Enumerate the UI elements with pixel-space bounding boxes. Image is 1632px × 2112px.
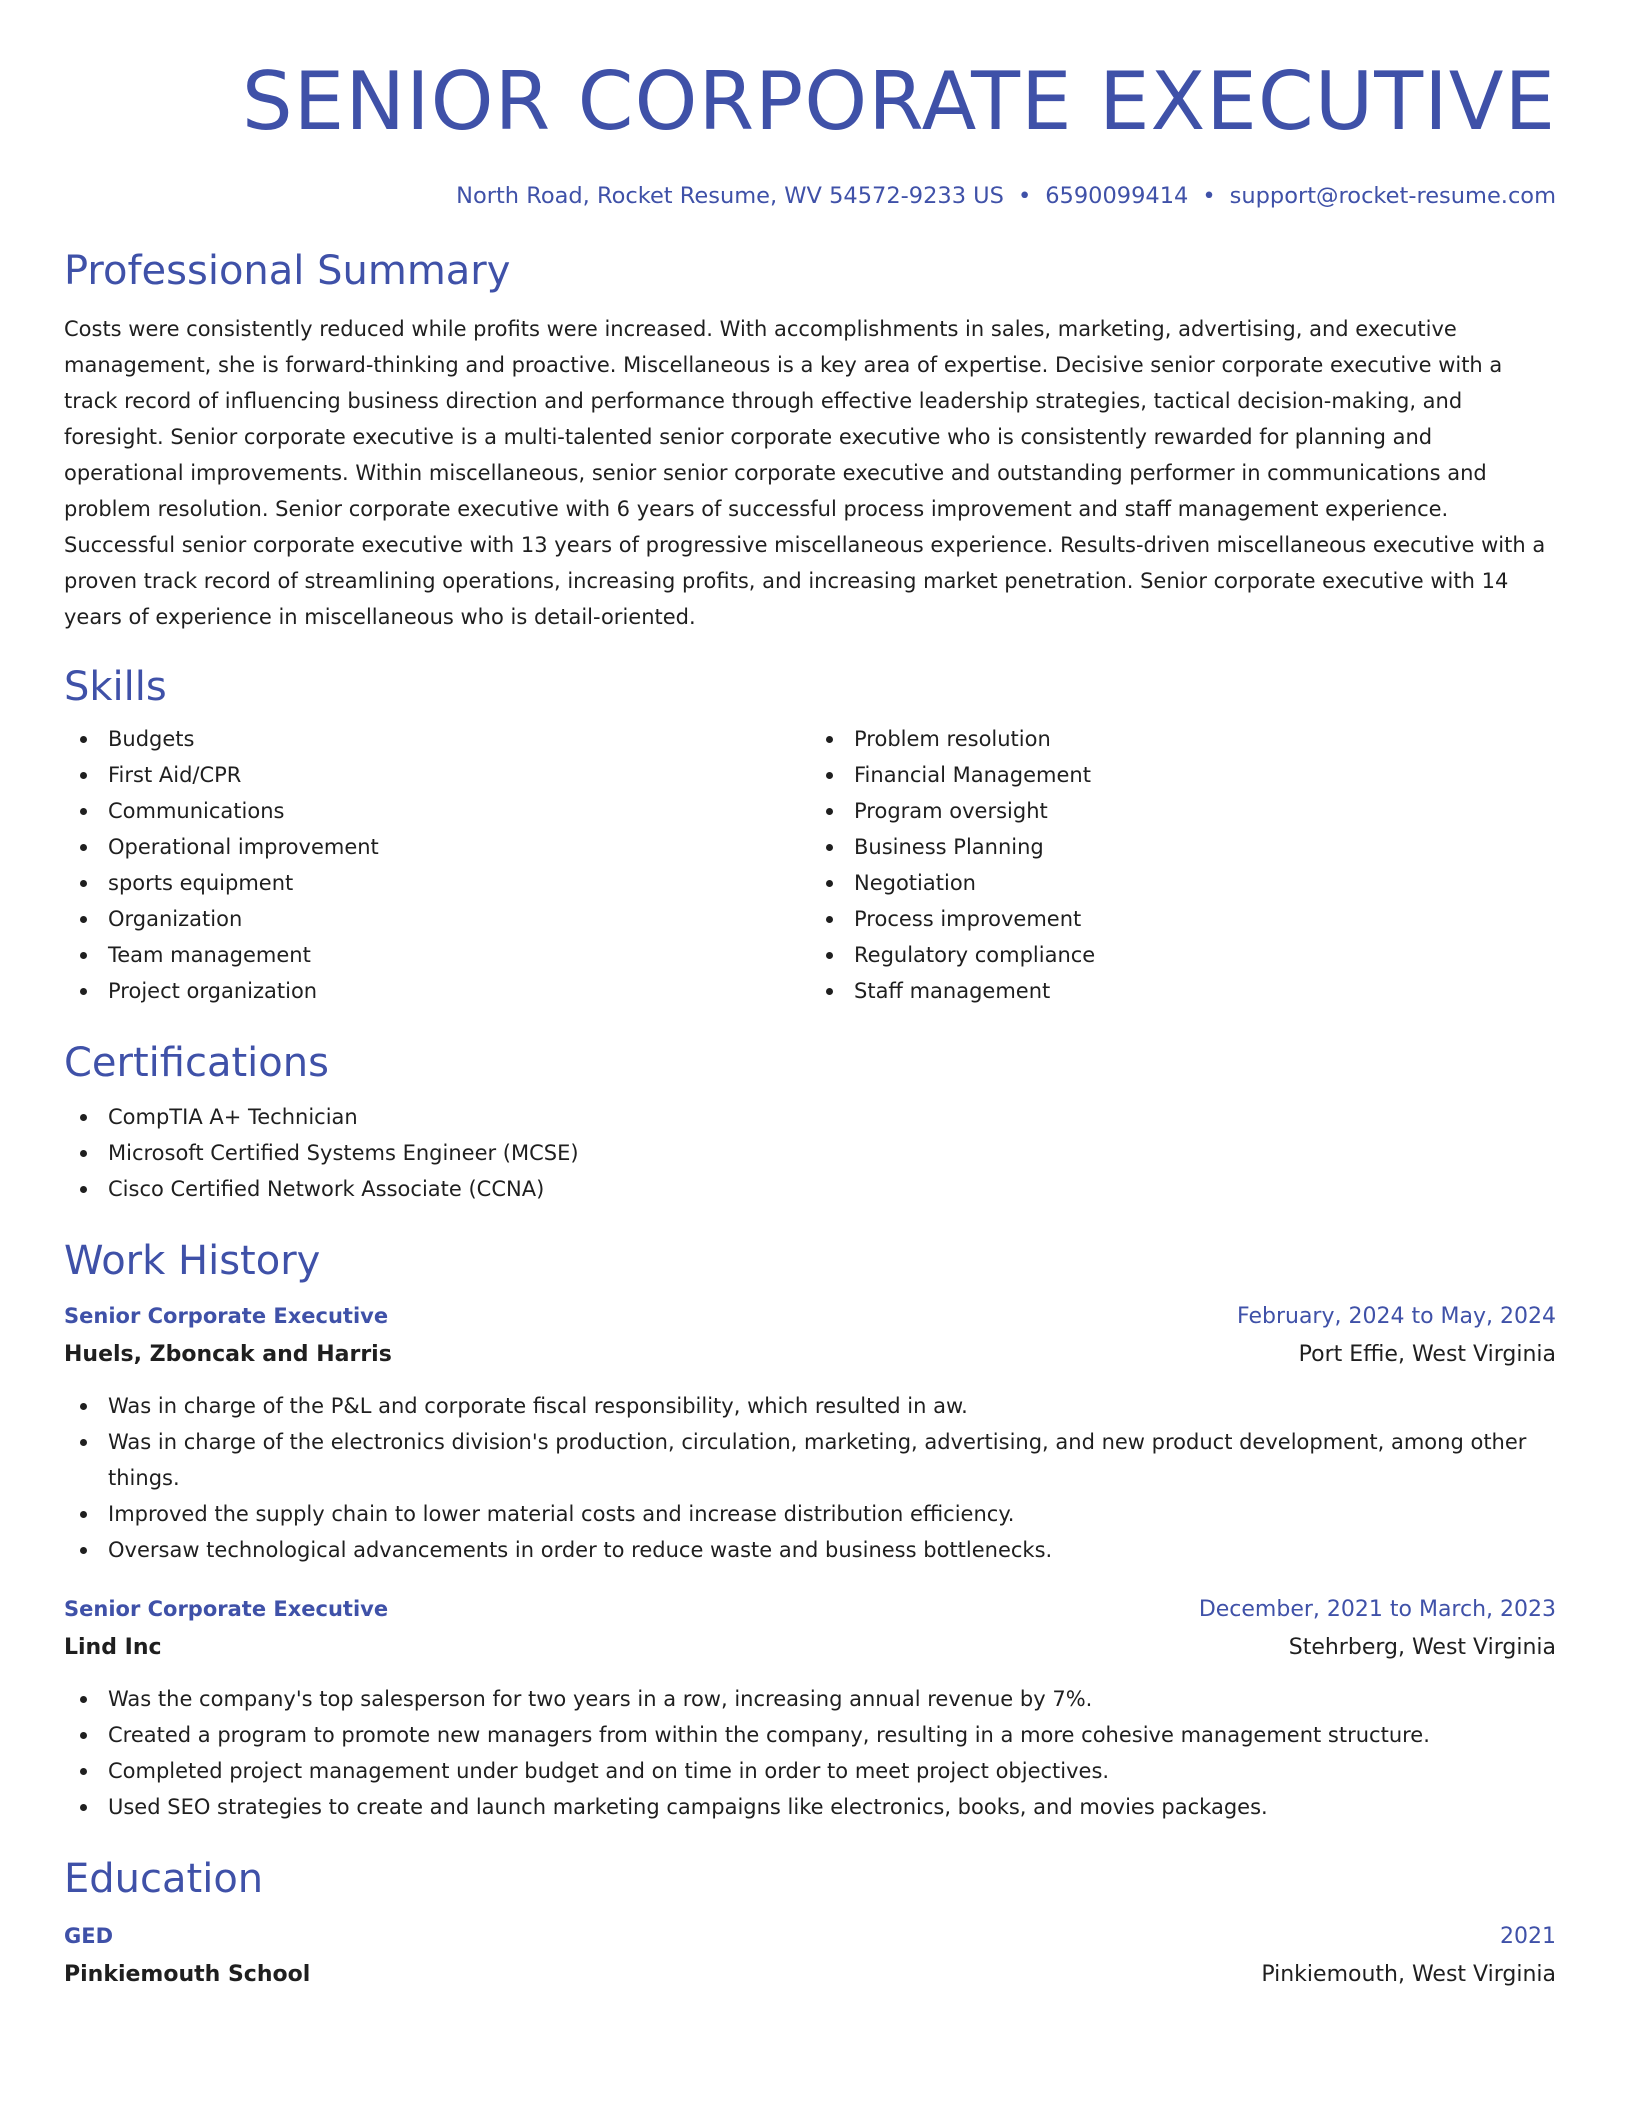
- skill-item: Operational improvement: [108, 829, 810, 865]
- skills-list: [64, 721, 1556, 1009]
- skill-item: Budgets: [108, 721, 810, 757]
- resume-page: [64, 0, 1556, 1994]
- summary-text: Costs were consistently reduced while profits were increased. With accomplishments in sales, marketing, advertising, and executive management, she is forward-thinking and proactive. Miscellaneous is a key area of expertise. Decisive senior corporate executive with a track record of influencing business direction and performance through effective leadership strategies, tactical decision-making, and foresight. Senior corporate executive is a multi-talented senior corporate executive who is consistently rewarded for planning and operational improvements. Within miscellaneous, senior senior corporate executive and outstanding performer in communications and problem resolution. Senior corporate executive with 6 years of successful process improvement and staff management experience. Successful senior corporate executive with 13 years of progressive miscellaneous experience. Results-driven miscellaneous executive with a proven track record of streamlining operations, increasing profits, and increasing market penetration. Senior corporate executive with 14 years of experience in miscellaneous who is detail-oriented.: [64, 317, 1546, 629]
- skill-item: Project organization: [108, 973, 810, 1009]
- job-bullet: Was in charge of the electronics division's production, circulation, marketing, advertising, and new product development, among other things.: [108, 1424, 1556, 1496]
- skill-item: Problem resolution: [854, 721, 1556, 757]
- skill-item: Process improvement: [854, 901, 1556, 937]
- job-entry: [64, 1590, 1556, 1825]
- summary-heading: Professional Summary: [64, 248, 511, 294]
- job-dates: February, 2024 to May, 2024: [1237, 1304, 1556, 1329]
- skill-item: Financial Management: [854, 757, 1556, 793]
- resume-name: SENIOR CORPORATE EXECUTIVE: [241, 55, 1556, 148]
- job-company: Huels, Zboncak and Harris: [64, 1342, 392, 1367]
- skill-item: Negotiation: [854, 865, 1556, 901]
- job-bullet: Was in charge of the P&L and corporate fiscal responsibility, which resulted in aw.: [108, 1388, 1556, 1424]
- contact-separator: •: [1202, 183, 1216, 209]
- skills-column-right: [810, 721, 1556, 1009]
- job-dates: December, 2021 to March, 2023: [1198, 1597, 1556, 1622]
- skill-item: Organization: [108, 901, 810, 937]
- certifications-list: [64, 1099, 1556, 1207]
- certification-item: Microsoft Certified Systems Engineer (MCSE): [108, 1135, 1556, 1171]
- job-title: Senior Corporate Executive: [64, 1304, 389, 1328]
- skill-item: Communications: [108, 793, 810, 829]
- job-bullet: Improved the supply chain to lower material costs and increase distribution efficiency.: [108, 1496, 1556, 1532]
- job-title: Senior Corporate Executive: [64, 1597, 389, 1621]
- job-bullets: [64, 1681, 1556, 1825]
- job-location: Stehrberg, West Virginia: [1288, 1635, 1556, 1660]
- job-header: [64, 1297, 1556, 1336]
- education-school: Pinkiemouth School: [64, 1962, 311, 1987]
- contact-address: North Road, Rocket Resume, WV 54572-9233 US: [456, 183, 1004, 209]
- skill-item: sports equipment: [108, 865, 810, 901]
- job-subheader: [64, 1336, 1556, 1374]
- contact-phone[interactable]: 6590099414: [1045, 183, 1189, 209]
- skills-column-left: [64, 721, 810, 1009]
- skill-item: Program oversight: [854, 793, 1556, 829]
- skills-heading: Skills: [64, 664, 167, 710]
- skill-item: Business Planning: [854, 829, 1556, 865]
- education-entry: [64, 1917, 1556, 1994]
- job-location: Port Effie, West Virginia: [1298, 1342, 1556, 1367]
- job-bullet: Created a program to promote new managers from within the company, resulting in a more cohesive management structure.: [108, 1717, 1556, 1753]
- education-header: [64, 1917, 1556, 1956]
- certification-item: Cisco Certified Network Associate (CCNA): [108, 1171, 1556, 1207]
- education-location: Pinkiemouth, West Virginia: [1261, 1962, 1556, 1987]
- job-bullets: [64, 1388, 1556, 1568]
- job-company: Lind Inc: [64, 1635, 162, 1660]
- work-history-heading: Work History: [64, 1238, 321, 1284]
- education-year: 2021: [1500, 1924, 1556, 1949]
- job-bullet: Completed project management under budget and on time in order to meet project objectives.: [108, 1753, 1556, 1789]
- job-bullet: Oversaw technological advancements in order to reduce waste and business bottlenecks.: [108, 1532, 1556, 1568]
- job-bullet: Used SEO strategies to create and launch marketing campaigns like electronics, books, and movies packages.: [108, 1789, 1556, 1825]
- skill-item: First Aid/CPR: [108, 757, 810, 793]
- contact-line: [64, 182, 1556, 210]
- job-bullet: Was the company's top salesperson for two years in a row, increasing annual revenue by 7%.: [108, 1681, 1556, 1717]
- skill-item: Team management: [108, 937, 810, 973]
- certifications-heading: Certifications: [64, 1040, 329, 1086]
- education-degree: GED: [64, 1924, 114, 1948]
- job-subheader: [64, 1629, 1556, 1667]
- job-header: [64, 1590, 1556, 1629]
- contact-separator: •: [1017, 183, 1032, 209]
- education-subheader: [64, 1956, 1556, 1994]
- skill-item: Regulatory compliance: [854, 937, 1556, 973]
- job-entry: [64, 1297, 1556, 1568]
- skill-item: Staff management: [854, 973, 1556, 1009]
- contact-email[interactable]: support@rocket-resume.com: [1229, 183, 1556, 209]
- education-heading: Education: [64, 1856, 264, 1902]
- certification-item: CompTIA A+ Technician: [108, 1099, 1556, 1135]
